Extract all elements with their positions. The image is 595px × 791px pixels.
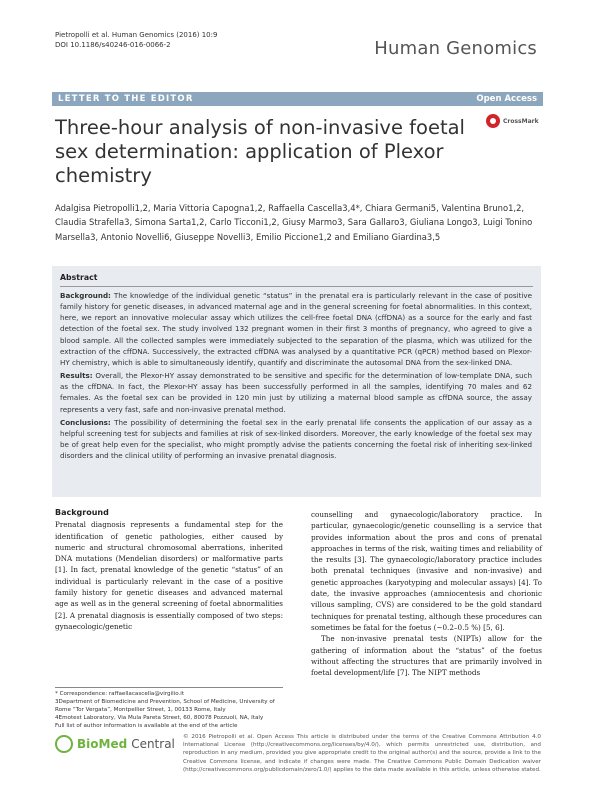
publisher-name-part1: BioMed — [77, 737, 128, 751]
abstract-body — [60, 290, 532, 463]
doi-line[interactable]: DOI 10.1186/s40246-016-0066-2 — [55, 41, 171, 49]
abstract-divider — [60, 286, 533, 287]
body-left-column — [55, 507, 283, 632]
results-label: Results: — [60, 371, 93, 381]
license-statement — [183, 733, 541, 774]
publisher-logo — [55, 735, 175, 753]
citation-header — [55, 30, 217, 50]
open-access-label: Open Access — [476, 94, 537, 104]
license-text: © 2016 Pietropolli et al. Open Access This article is distributed under the terms of the Creative Commons Attribution 4.0 International License (http://creativecommons.org/licenses/by/4.0/), which permits unrestricted use, distribution, and reproduction in any medium, provided you give appropriate credit to the original author(s) and the source, provide a link to the Creative Commons license, and indicate if changes were made. The Creative Commons Public Domain Dedication waiver (http://creativecommons.org/publicdomain/zero/1.0/) applies to the data made available in this article, unless otherwise stated. — [183, 734, 541, 773]
abstract-box — [52, 266, 541, 497]
correspondence-note[interactable]: * Correspondence: raffaellacascella@virgilio.it — [55, 691, 185, 697]
affiliation-note: 4Emotest Laboratory, Via Mula Pareta Street, 60, 80078 Pozzuoli, NA, Italy — [55, 715, 264, 722]
authors-text: Adalgisa Pietropolli1,2, Maria Vittoria Capogna1,2, Raffaella Cascella3,4*, Chiara Germani5, Valentina Bruno1,2, Claudia Strafella3, Simona Sarta1,2, Carlo Ticconi1,2, Giusy Marmo3, Sara Gallaro3, Giuliana Longo3, Luigi Tonino Marsella3, Antonio Novelli6, Giuseppe Novelli3, Emilio Piccione1,2 and Emiliano Giardina3,5 — [55, 203, 533, 242]
crossmark-label: CrossMark — [503, 117, 539, 125]
crossmark-badge[interactable] — [486, 114, 539, 128]
body-paragraph: counselling and gynaecologic/laboratory practice. In particular, gynaecologic/genetic counselling is a service that provides information about the pros and cons of prenatal approaches in terms of the risk, waiting times and reliability of the results [3]. The gynaecologic/laboratory practice includes both prenatal techniques (invasive and non-invasive) and genetic approaches (karyotyping and molecular assays) [4]. To date, the invasive approaches (amniocentesis and chorionic villous sampling, CVS) are considered to be the gold standard techniques for prenatal testing, although these procedures can sometimes be fatal for the foetus (~0.2–0.5 %) [5, 6]. — [311, 510, 542, 632]
article-type-label: LETTER TO THE EDITOR — [58, 94, 194, 104]
journal-name: Human Genomics — [374, 38, 537, 59]
conclusions-label: Conclusions: — [60, 417, 111, 427]
results-text: Overall, the Plexor-HY assay demonstrated to be sensitive and specific for the determination of low-template DNA, such as the cffDNA. In fact, the Plexor-HY assay has been successfully performed in all the samples, identifying 70 males and 62 females. As the foetal sex can be provided in 120 min just by utilizing a maternal blood sample as cffDNA source, the assay represents a very fast, safe and non-invasive prenatal method. — [60, 371, 532, 414]
abstract-results — [60, 370, 532, 415]
section-banner — [52, 92, 543, 106]
abstract-heading: Abstract — [60, 273, 98, 282]
body-paragraph: The non-invasive prenatal tests (NIPTs) allow for the gathering of information about the “status” of the foetus without affecting the structures that are primarily involved in foetal development/life [7]. The NIPT methods — [311, 634, 542, 678]
author-info-note: Full list of author information is available at the end of the article — [55, 723, 238, 730]
section-heading: Background — [55, 508, 109, 517]
abstract-conclusions — [60, 417, 532, 462]
author-list — [55, 201, 540, 244]
body-paragraph: Prenatal diagnosis represents a fundamental step for the identification of genetic pathologies, either caused by numeric and structural chromosomal aberrations, inherited DNA mutations (Mendelian disorders) or malformative parts [1]. In fact, prenatal knowledge of the genetic “status” of an individual is particularly relevant in the case of a positive family history for genetic diseases and advanced maternal age as well as in the general screening of foetal abnormalities [2]. A prenatal diagnosis is essentially composed of two steps: gynaecologic/genetic — [55, 520, 283, 631]
footnote-divider — [55, 687, 283, 688]
citation-line: Pietropolli et al. Human Genomics (2016) 10:9 — [55, 31, 218, 39]
conclusions-text: The possibility of determining the foetal sex in the early prenatal life consents the application of our assay as a helpful screening test for subjects and families at risk of sex-linked disorders. Moreover, the early knowledge of the foetal sex may be of great help even for the specialist, who might promptly advise the patients concerning the foetal risk of inheriting sex-linked disorders and the clinical utility of performing an invasive prenatal diagnosis. — [60, 417, 532, 461]
abstract-background — [60, 290, 532, 368]
crossmark-icon — [486, 114, 500, 128]
footnotes — [55, 690, 285, 730]
affiliation-note: 3Department of Biomedicine and Prevention, School of Medicine, University of Rome “Tor Vergata”, Montpellier Street, 1, 00133 Rome, Italy — [55, 699, 275, 714]
article-title: Three-hour analysis of non-invasive foetal sex determination: application of Plexor chemistry — [55, 116, 465, 187]
publisher-name-part2: Central — [131, 737, 175, 751]
body-right-column — [311, 509, 542, 678]
background-label: Background: — [60, 291, 111, 300]
background-text: The knowledge of the individual genetic “status” in the prenatal era is particularly relevant in the case of positive family history for genetic diseases, in advanced maternal age and in the general screening for foetal abnormalities. In this context, here, we report an innovative molecular assay which utilizes the cell-free foetal DNA (cffDNA) as a source for the early and fast detection of the foetal sex. The study involved 132 pregnant women in their first 3 months of pregnancy, who agreed to give a blood sample. All the collected samples were immediately subjected to the separation of the plasma, which was utilized for the extraction of the cffDNA. Successively, the extracted cffDNA was analysed by a quantitative PCR (qPCR) method based on Plexor-HY chemistry, which is able to simultaneously identify, quantify and discriminate the autosomal DNA from the sex-linked DNA. — [60, 291, 532, 367]
biomed-central-icon — [55, 735, 73, 753]
